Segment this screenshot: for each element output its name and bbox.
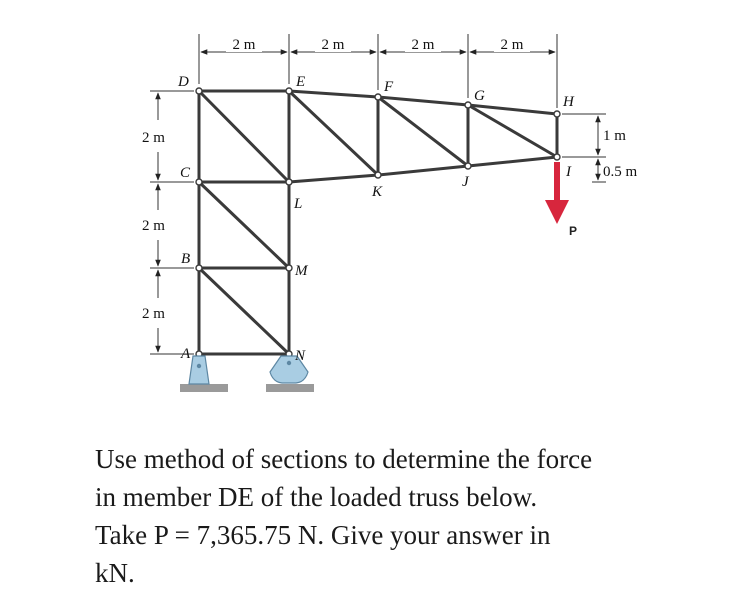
label-D: D	[178, 74, 189, 90]
joint-I	[554, 154, 560, 160]
dim-top-3: 2 m	[411, 37, 435, 53]
label-A: A	[181, 346, 191, 362]
ground-left	[180, 384, 228, 392]
joint-G	[465, 102, 471, 108]
member-LK	[289, 175, 378, 182]
support-A	[189, 356, 209, 384]
joint-B	[196, 265, 202, 271]
label-I: I	[566, 164, 571, 180]
label-C: C	[180, 165, 191, 181]
joint-C	[196, 179, 202, 185]
support-A-pin	[197, 364, 201, 368]
ground-right	[266, 384, 314, 392]
member-EF	[289, 91, 378, 97]
member-FJ	[378, 97, 468, 166]
dim-left-2: 2 m	[142, 218, 165, 234]
problem-statement	[95, 440, 735, 592]
label-B: B	[181, 251, 191, 267]
load-label: P	[569, 224, 578, 238]
member-BN	[199, 268, 289, 354]
problem-line: Use method of sections to determine the force	[95, 444, 593, 474]
dim-right-lower: 0.5 m	[603, 164, 638, 180]
label-G: G	[474, 88, 485, 104]
member-KJ	[378, 166, 468, 175]
truss-members	[199, 91, 557, 354]
member-JI	[468, 157, 557, 166]
problem-line: kN.	[95, 558, 135, 588]
label-M: M	[295, 263, 308, 279]
member-CM	[199, 182, 289, 268]
dim-top-1: 2 m	[232, 37, 256, 53]
support-N-pin	[287, 361, 291, 365]
label-H: H	[563, 94, 574, 110]
label-J: J	[462, 174, 469, 190]
joint-J	[465, 163, 471, 169]
problem-line: in member DE of the loaded truss below.	[95, 482, 538, 512]
joint-E	[286, 88, 292, 94]
dim-left-1: 2 m	[142, 130, 165, 146]
joint-K	[375, 172, 381, 178]
problem-line: Take P = 7,365.75 N. Give your answer in	[95, 520, 551, 550]
joint-H	[554, 111, 560, 117]
dim-top-4: 2 m	[500, 37, 524, 53]
joint-F	[375, 94, 381, 100]
joint-D	[196, 88, 202, 94]
label-L: L	[294, 196, 303, 212]
member-FG	[378, 97, 468, 105]
label-F: F	[384, 79, 394, 95]
label-N: N	[295, 348, 306, 364]
member-EK	[289, 91, 378, 175]
label-K: K	[372, 184, 383, 200]
dim-left-3: 2 m	[142, 306, 165, 322]
joint-M	[286, 265, 292, 271]
member-DL	[199, 91, 289, 182]
label-E: E	[296, 74, 306, 90]
joint-L	[286, 179, 292, 185]
dim-right-upper: 1 m	[603, 128, 626, 144]
dim-top-2: 2 m	[321, 37, 345, 53]
